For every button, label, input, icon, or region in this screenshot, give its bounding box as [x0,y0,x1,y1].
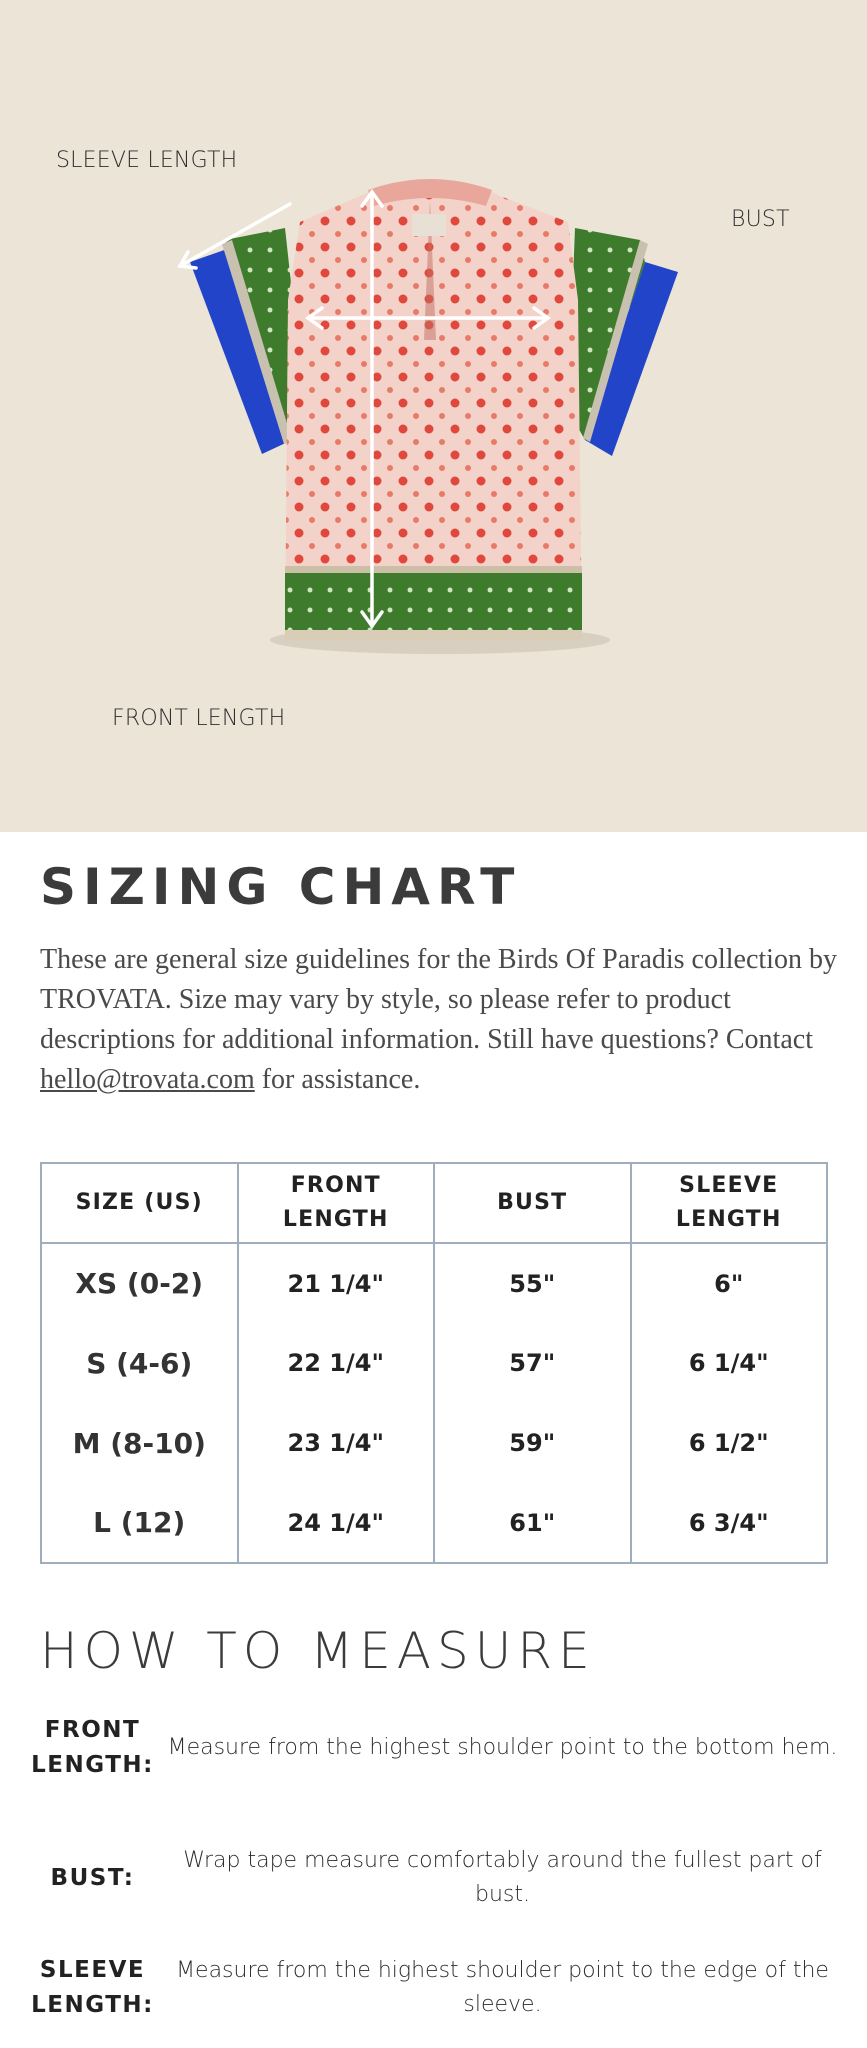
sleeve-length-label: SLEEVE LENGTH [56,148,238,173]
table-row [41,1483,827,1563]
measure-item-front-length [30,1712,840,1784]
front-length-cell: 24 1/4" [238,1483,435,1563]
header-bust: BUST [434,1163,631,1243]
front-length-label: FRONT LENGTH [112,706,286,731]
shirt-hem-border [285,572,582,632]
size-cell: S (4-6) [41,1323,238,1403]
measure-description: Wrap tape measure comfortably around the fullest part of bust. [183,1848,822,1907]
header-sleeve-length: SLEEVE LENGTH [631,1163,828,1243]
bust-cell: 55" [434,1243,631,1323]
front-length-cell: 22 1/4" [238,1323,435,1403]
measure-item-bust [30,1842,840,1914]
sleeve-length-cell: 6 1/2" [631,1403,828,1483]
hero-image-area [0,0,867,832]
measure-description: Measure from the highest shoulder point to the bottom hem. [167,1735,838,1760]
size-table [40,1162,828,1564]
measure-term: FRONT LENGTH: [31,1717,154,1778]
sizing-chart-title: SIZING CHART [40,858,522,916]
size-cell: M (8-10) [41,1403,238,1483]
measure-description: Measure from the highest shoulder point to the edge of the sleeve. [176,1958,829,2017]
measure-term: SLEEVE LENGTH: [31,1957,154,2018]
size-cell: L (12) [41,1483,238,1563]
how-to-measure-title: HOW TO MEASURE [40,1622,596,1680]
front-length-cell: 23 1/4" [238,1403,435,1483]
table-row [41,1243,827,1323]
intro-text-before: These are general size guidelines for the Birds Of Paradis collection by TROVATA. Size may vary by style, so please refer to product descriptions for additional information. Still have questions? Contact [40,944,837,1055]
sleeve-length-cell: 6 3/4" [631,1483,828,1563]
front-length-cell: 21 1/4" [238,1243,435,1323]
bust-cell: 59" [434,1403,631,1483]
bust-cell: 61" [434,1483,631,1563]
measure-term: BUST: [50,1864,135,1891]
bust-cell: 57" [434,1323,631,1403]
intro-text-after: for assistance. [254,1064,421,1095]
shirt-tag [412,214,446,236]
header-size: SIZE (US) [41,1163,238,1243]
table-header-row [41,1163,827,1243]
measure-item-sleeve-length [30,1952,840,2024]
header-front-length: FRONT LENGTH [238,1163,435,1243]
contact-email-link[interactable]: hello@trovata.com [40,1064,255,1095]
sleeve-length-cell: 6" [631,1243,828,1323]
intro-text [40,940,840,1100]
table-row [41,1403,827,1483]
size-cell: XS (0-2) [41,1243,238,1323]
sleeve-length-cell: 6 1/4" [631,1323,828,1403]
bust-label: BUST [731,207,790,232]
table-row [41,1323,827,1403]
